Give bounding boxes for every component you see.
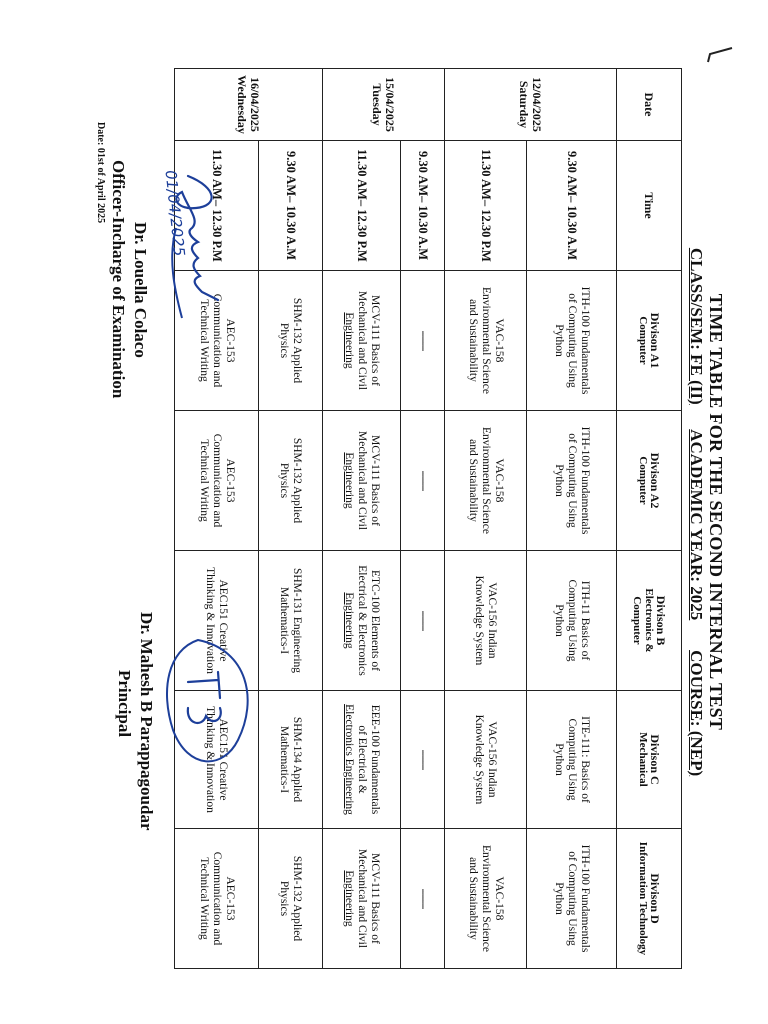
time-cell: 11.30 AM– 12.30 P.M <box>445 141 527 271</box>
table-row <box>323 69 401 969</box>
col-a1: Divison A1 Computer <box>617 271 682 411</box>
empty-slot: ------- <box>401 829 445 969</box>
col-date: Date <box>617 69 682 141</box>
subject-cell: SHM-132 Applied Physics <box>259 829 323 969</box>
table-row <box>259 69 323 969</box>
time-cell: 9.30 AM– 10.30 A.M <box>259 141 323 271</box>
subject-cell: VAC-158 Environmental Science and Sustainability <box>445 411 527 551</box>
subject-cell: ETC-100 Elements of Electrical & Electronics Engineering <box>323 551 401 691</box>
time-cell: 9.30 AM– 10.30 A.M <box>401 141 445 271</box>
subject-cell: SHM-134 Applied Mathematics-I <box>259 691 323 829</box>
subject-cell: AEC151 Creative Thinking & Innovation <box>175 551 259 691</box>
table-row <box>401 69 445 969</box>
subject-cell: AEC151 Creative Thinking & Innovation <box>175 691 259 829</box>
principal-signature <box>148 620 268 790</box>
subject-cell: ITH-100 Fundamentals of Computing Using Python <box>527 829 617 969</box>
date-cell: 16/04/2025 Wednesday <box>175 69 323 141</box>
subject-cell: MCV-111 Basics of Mechanical and Civil Engineering <box>323 411 401 551</box>
table-row <box>445 69 527 969</box>
time-cell: 9.30 AM– 10.30 A.M <box>527 141 617 271</box>
date-cell: 12/04/2025 Saturday <box>445 69 617 141</box>
timetable <box>174 68 682 969</box>
officer-signature <box>138 168 248 398</box>
subject-cell: ITH-100 Fundamentals of Computing Using Python <box>527 411 617 551</box>
col-a2: Divison A2 Computer <box>617 411 682 551</box>
subject-cell: SHM-132 Applied Physics <box>259 271 323 411</box>
pen-mark <box>700 40 740 70</box>
empty-slot: ------- <box>401 411 445 551</box>
date-cell: 15/04/2025 Tuesday <box>323 69 445 141</box>
principal-role: Principal <box>115 670 134 738</box>
col-d: Divison D Information Technology <box>617 829 682 969</box>
empty-slot: ------- <box>401 691 445 829</box>
time-cell: 11.30 AM– 12.30 P.M <box>323 141 401 271</box>
header-row <box>617 69 682 969</box>
subject-cell: VAC-156 Indian Knowledge System <box>445 691 527 829</box>
principal-name: Dr. Mahesh B Parappagoudar <box>137 612 156 831</box>
subject-cell: VAC-156 Indian Knowledge System <box>445 551 527 691</box>
issue-date: Date: 01st of April 2025 <box>95 122 106 224</box>
subject-cell: SHM-131 Engineering Mathematics-I <box>259 551 323 691</box>
subject-cell: VAC-158 Environmental Science and Sustainability <box>445 271 527 411</box>
document-subtitle <box>686 0 706 1024</box>
officer-name: Dr. Louella Colaco <box>131 222 150 358</box>
officer-role: Officer-Incharge of Examination <box>109 160 128 399</box>
academic-year: ACADEMIC YEAR: 2025 <box>687 429 706 621</box>
subject-cell: MCV-111 Basics of Mechanical and Civil Engineering <box>323 829 401 969</box>
subject-cell: AEC-153 Communication and Technical Writing <box>175 829 259 969</box>
subject-cell: ITE-111: Basics of Computing Using Python <box>527 691 617 829</box>
subject-cell: ITH-100 Fundamentals of Computing Using Python <box>527 271 617 411</box>
subject-cell: MCV-111 Basics of Mechanical and Civil Engineering <box>323 271 401 411</box>
time-cell: 11.30 AM– 12.30 P.M <box>175 141 259 271</box>
document-title: TIME TABLE FOR THE SECOND INTERNAL TEST <box>706 293 726 731</box>
table-row <box>527 69 617 969</box>
empty-slot: ------- <box>401 271 445 411</box>
subject-cell: VAC-158 Environmental Science and Sustainability <box>445 829 527 969</box>
class-sem: CLASS/SEM: FE (II) <box>687 247 706 405</box>
subject-cell: SHM-132 Applied Physics <box>259 411 323 551</box>
col-time: Time <box>617 141 682 271</box>
handwritten-date: 01/04/2025 <box>161 169 189 258</box>
subject-cell: ITH-11 Basics of Computing Using Python <box>527 551 617 691</box>
empty-slot: ------- <box>401 551 445 691</box>
subject-cell: EEE-100 Fundamentals of Electrical & Electronics Engineering <box>323 691 401 829</box>
subject-cell: AEC-153 Communication and Technical Writing <box>175 411 259 551</box>
col-c: Divison C Mechanical <box>617 691 682 829</box>
col-b: Divison B Electronics & Computer <box>617 551 682 691</box>
course: COURSE: (NEP) <box>687 650 706 777</box>
subject-cell: AEC-153 Communication and Technical Writing <box>175 271 259 411</box>
